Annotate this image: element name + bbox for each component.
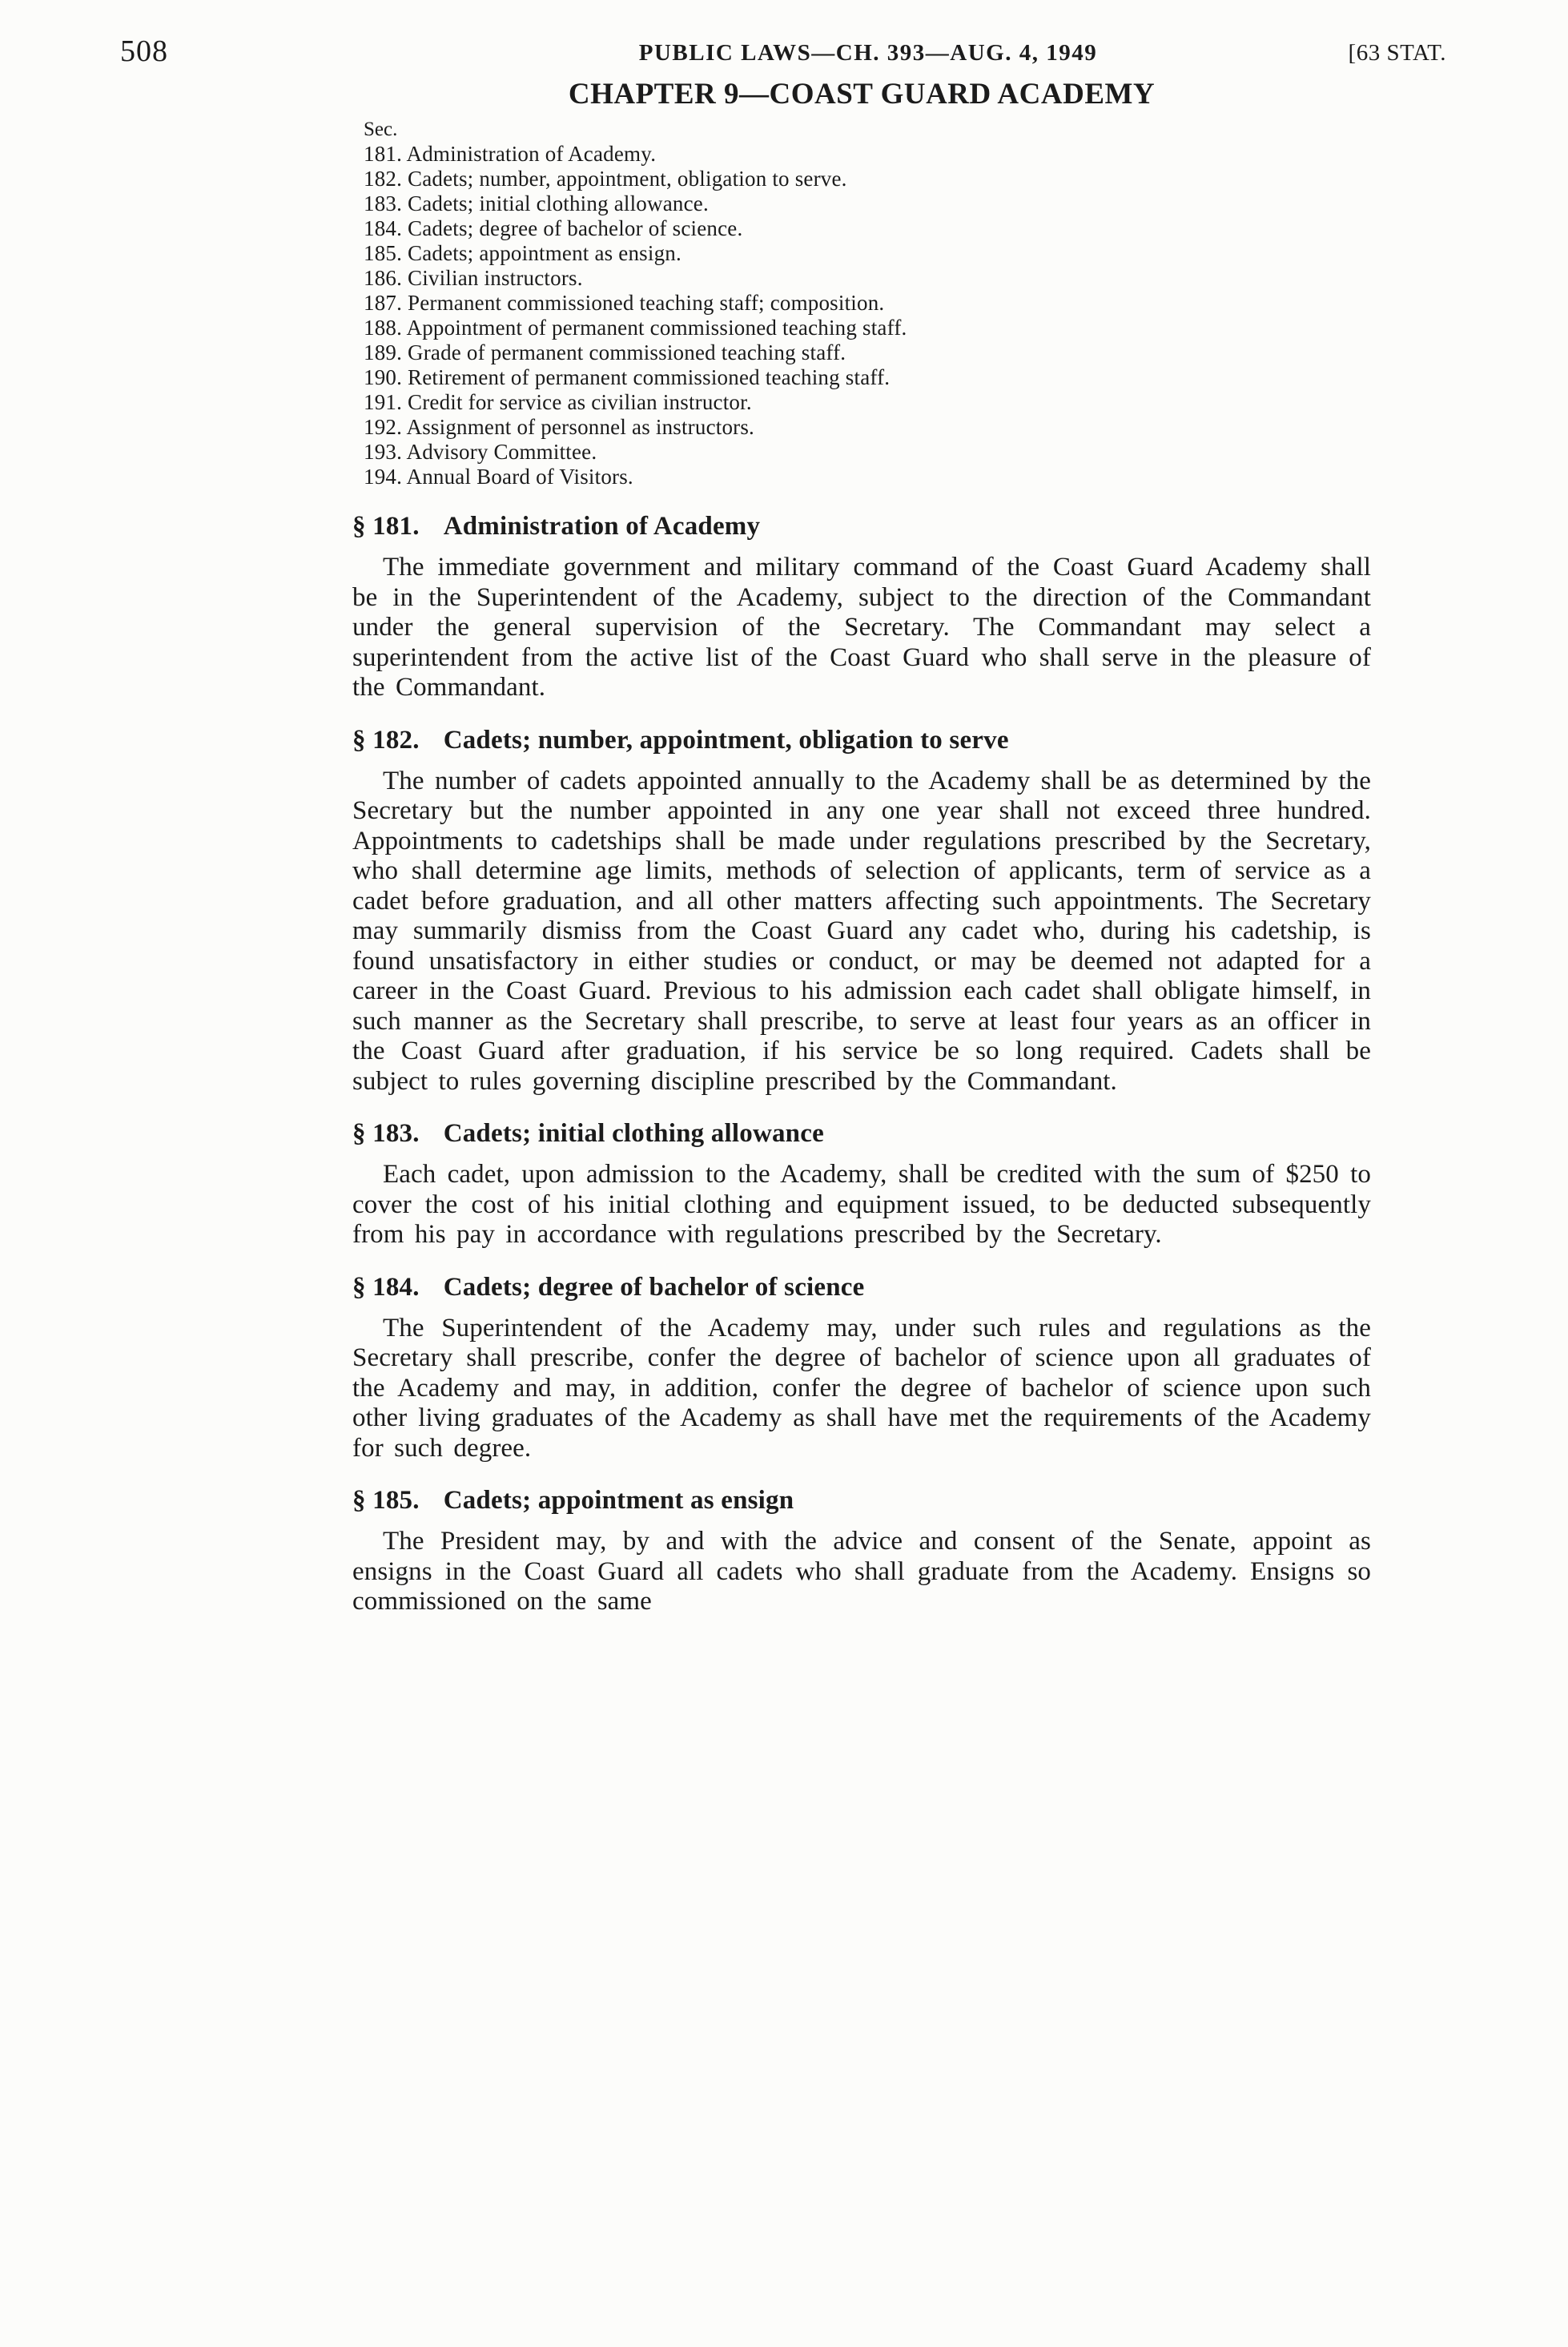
toc-item: 194. Annual Board of Visitors. bbox=[364, 465, 633, 489]
section-heading bbox=[352, 512, 1371, 541]
section-title: Administration of Academy bbox=[443, 512, 761, 541]
statute-reference: [63 STAT. bbox=[1348, 40, 1446, 66]
section-183 bbox=[352, 1119, 1371, 1250]
section-body: The Superintendent of the Academy may, under such rules and regulations as the Secretary shall prescribe, confer the degree of bachelor of science upon all graduates of the Academy and may, in addition, confer the degree of bachelor of science upon such other living graduates of the Academy as shall have met the requirements of the Academy for such degree. bbox=[352, 1313, 1371, 1463]
section-body: The number of cadets appointed annually to the Academy shall be as determined by the Secretary but the number appointed in any one year shall not exceed three hundred. Appointments to cadetships shall be made under regulations prescribed by the Secretary, who shall determine age limits, methods of selection of applicants, term of service as a cadet before graduation, and all other matters affecting such appointments. The Secretary may summarily dismiss from the Coast Guard any cadet who, during his cadetship, is found unsatisfactory in either studies or conduct, or may be deemed not adapted for a career in the Coast Guard. Previous to his admission each cadet shall obligate himself, in such manner as the Secretary shall prescribe, to serve at least four years as an officer in the Coast Guard after graduation, if his service be so long required. Cadets shall be subject to rules governing discipline prescribed by the Commandant. bbox=[352, 766, 1371, 1096]
toc-item: 181. Administration of Academy. bbox=[364, 142, 657, 166]
section-182 bbox=[352, 726, 1371, 1097]
section-number: § 182. bbox=[352, 725, 420, 755]
section-heading bbox=[352, 1119, 1371, 1149]
page-number: 508 bbox=[120, 34, 168, 68]
section-181 bbox=[352, 512, 1371, 703]
section-number: § 183. bbox=[352, 1119, 420, 1148]
toc-item: 191. Credit for service as civilian instructor. bbox=[364, 390, 752, 414]
section-number: § 185. bbox=[352, 1486, 420, 1515]
toc-item: 187. Permanent commissioned teaching staff; composition. bbox=[364, 291, 885, 315]
section-185 bbox=[352, 1486, 1371, 1617]
section-body: Each cadet, upon admission to the Academy, shall be credited with the sum of $250 to cover the cost of his initial clothing and equipment issued, to be deducted subsequently from his pay in accordance with regulations prescribed by the Secretary. bbox=[352, 1160, 1371, 1249]
section-list bbox=[364, 118, 1371, 489]
section-heading bbox=[352, 1273, 1371, 1302]
toc-item: 190. Retirement of permanent commissioned teaching staff. bbox=[364, 365, 891, 389]
toc-item: 185. Cadets; appointment as ensign. bbox=[364, 241, 681, 265]
section-title: Cadets; initial clothing allowance bbox=[443, 1119, 824, 1148]
toc-item: 188. Appointment of permanent commissioned teaching staff. bbox=[364, 316, 907, 340]
section-title: Cadets; degree of bachelor of science bbox=[443, 1272, 865, 1302]
section-title: Cadets; number, appointment, obligation to serve bbox=[443, 725, 1009, 755]
toc-item: 192. Assignment of personnel as instructors. bbox=[364, 415, 754, 439]
toc-item: 184. Cadets; degree of bachelor of science. bbox=[364, 216, 743, 240]
toc-item: 183. Cadets; initial clothing allowance. bbox=[364, 191, 709, 215]
running-head: PUBLIC LAWS—CH. 393—AUG. 4, 1949 bbox=[638, 40, 1098, 66]
sec-label: Sec. bbox=[364, 119, 398, 140]
toc-item: 189. Grade of permanent commissioned teaching staff. bbox=[364, 340, 846, 364]
section-body: The President may, by and with the advice and consent of the Senate, appoint as ensigns in the Coast Guard all cadets who shall graduate from the Academy. Ensigns so commissioned on the same bbox=[352, 1527, 1371, 1616]
section-body: The immediate government and military command of the Coast Guard Academy shall be in the Superintendent of the Academy, subject to the direction of the Commandant under the general supervision of the Secretary. The Commandant may select a superintendent from the active list of the Coast Guard who shall serve in the pleasure of the Commandant. bbox=[352, 553, 1371, 702]
chapter-title: CHAPTER 9—COAST GUARD ACADEMY bbox=[568, 78, 1156, 111]
section-heading bbox=[352, 726, 1371, 755]
toc-item: 193. Advisory Committee. bbox=[364, 440, 597, 464]
section-184 bbox=[352, 1273, 1371, 1464]
page-header bbox=[0, 34, 1568, 79]
toc-item: 186. Civilian instructors. bbox=[364, 266, 583, 290]
section-number: § 184. bbox=[352, 1272, 420, 1302]
section-title: Cadets; appointment as ensign bbox=[443, 1486, 794, 1515]
section-heading bbox=[352, 1486, 1371, 1516]
section-number: § 181. bbox=[352, 512, 420, 541]
toc-item: 182. Cadets; number, appointment, obligation to serve. bbox=[364, 167, 847, 191]
text-block bbox=[352, 77, 1371, 1617]
